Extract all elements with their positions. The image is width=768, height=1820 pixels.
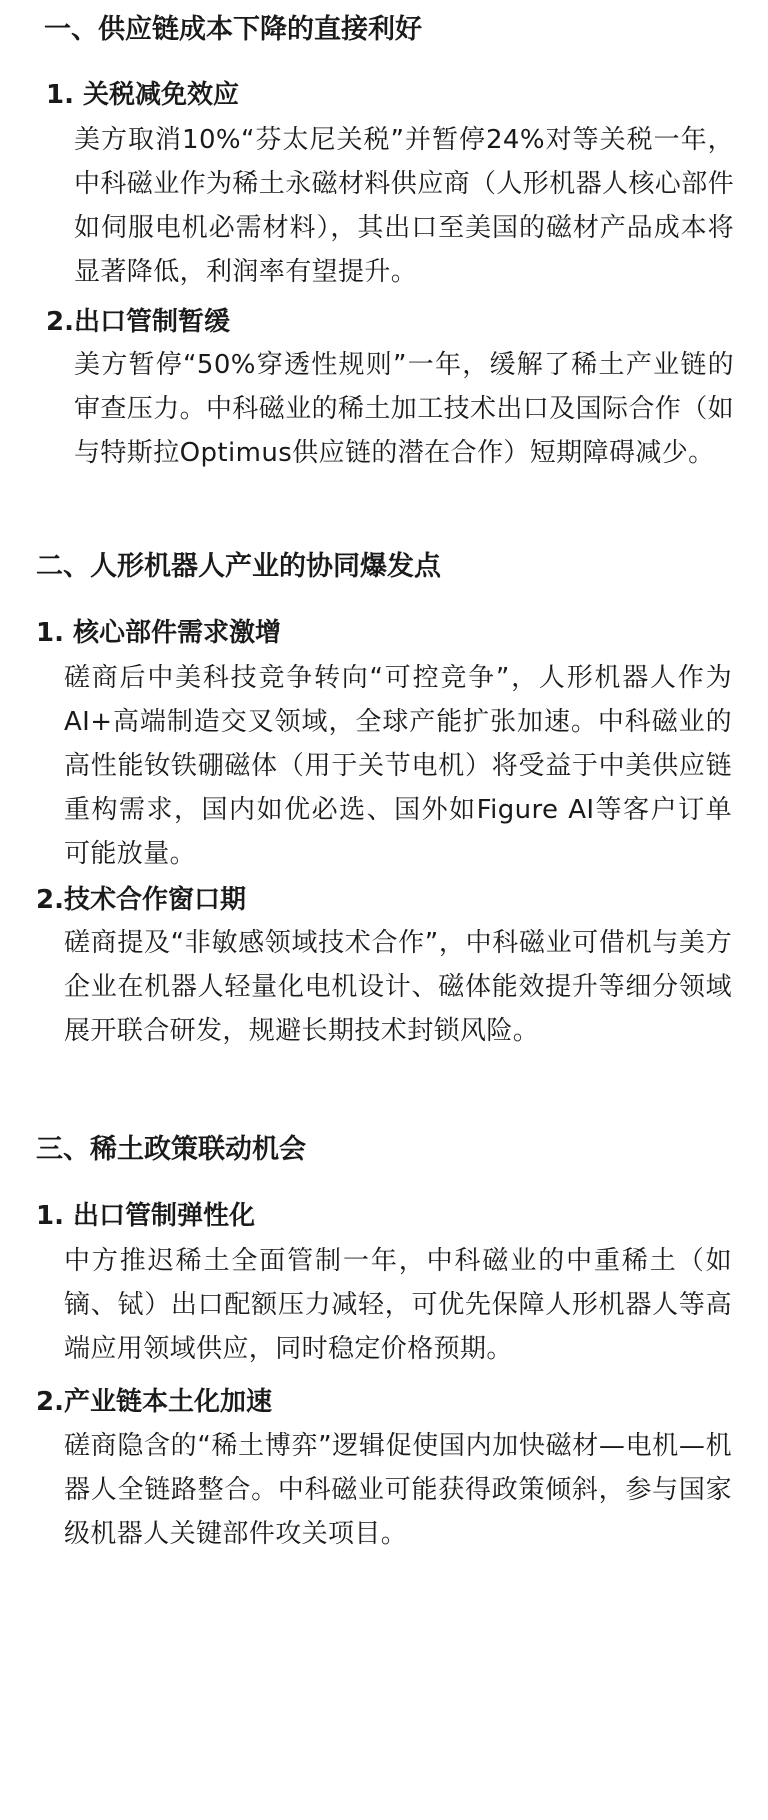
section-heading: 三、稀土政策联动机会 [36, 1134, 306, 1165]
item-title: 1. 关税减免效应 [46, 80, 240, 110]
section-heading: 一、供应链成本下降的直接利好 [44, 14, 422, 45]
item-body: 美方暂停“50%穿透性规则”一年，缓解了稀土产业链的审查压力。中科磁业的稀土加工技术出口及国际合作（如与特斯拉Optimus供应链的潜在合作）短期障碍减少。 [74, 350, 735, 468]
item-body: 美方取消10%“芬太尼关税”并暂停24%对等关税一年，中科磁业作为稀土永磁材料供应商（人形机器人核心部件如伺服电机必需材料），其出口至美国的磁材产品成本将显著降低，利润率有望提升。 [74, 125, 735, 287]
item-title: 2.出口管制暂缓 [46, 307, 230, 337]
item-title: 2.技术合作窗口期 [36, 885, 246, 915]
section-heading: 二、人形机器人产业的协同爆发点 [36, 551, 441, 582]
item-title: 1. 出口管制弹性化 [36, 1201, 256, 1231]
item-title: 2.产业链本土化加速 [36, 1387, 272, 1417]
item-body: 磋商提及“非敏感领域技术合作”，中科磁业可借机与美方企业在机器人轻量化电机设计、磁体能效提升等细分领域展开联合研发，规避长期技术封锁风险。 [64, 928, 732, 1046]
item-body: 磋商隐含的“稀土博弈”逻辑促使国内加快磁材—电机—机器人全链路整合。中科磁业可能获得政策倾斜，参与国家级机器人关键部件攻关项目。 [64, 1431, 732, 1549]
item-title: 1. 核心部件需求激增 [36, 618, 282, 648]
item-body: 中方推迟稀土全面管制一年，中科磁业的中重稀土（如镝、铽）出口配额压力减轻，可优先保障人形机器人等高端应用领域供应，同时稳定价格预期。 [64, 1246, 732, 1364]
item-body: 磋商后中美科技竞争转向“可控竞争”，人形机器人作为AI+高端制造交叉领域，全球产能扩张加速。中科磁业的高性能钕铁硼磁体（用于关节电机）将受益于中美供应链重构需求，国内如优必选、国外如Figure AI等客户订单可能放量。 [64, 663, 732, 869]
